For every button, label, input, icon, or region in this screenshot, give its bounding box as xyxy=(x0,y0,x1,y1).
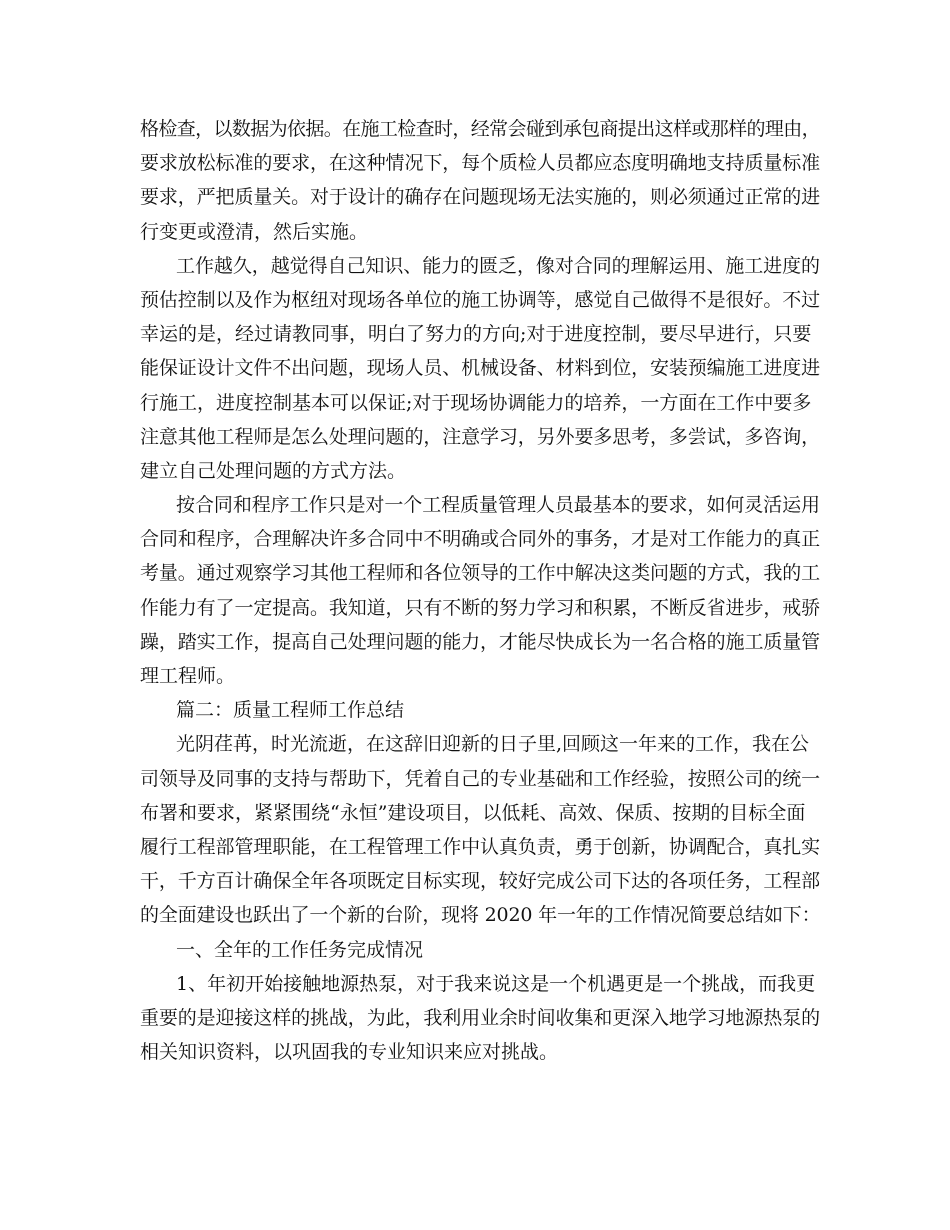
text-line: 理工程师。 xyxy=(140,665,236,687)
text-line: 履行工程部管理职能，在工程管理工作中认真负责，勇于创新，协调配合，真扎实 xyxy=(140,835,821,858)
text-line: 干，千方百计确保全年各项既定目标实现，较好完成公司下达的各项任务，工程部 xyxy=(140,870,821,893)
text-line: 合同和程序，合理解决许多合同中不明确或合同外的事务，才是对工作能力的真正 xyxy=(140,528,821,551)
text-line: 相关知识资料，以巩固我的专业知识来应对挑战。 xyxy=(140,1041,559,1064)
section-heading: 篇二：质量工程师工作总结 xyxy=(176,699,405,722)
text-line: 能保证设计文件不出问题，现场人员、机械设备、材料到位，安装预编施工进度进 xyxy=(140,357,821,380)
text-line: 幸运的是，经过请教同事，明白了努力的方向;对于进度控制，要尽早进行，只要 xyxy=(140,323,812,346)
text-line: 光阴荏苒，时光流逝，在这辞旧迎新的日子里,回顾这一年来的工作，我在公 xyxy=(176,733,810,756)
text-line: 重要的是迎接这样的挑战，为此，我利用业余时间收集和更深入地学习地源热泵的 xyxy=(140,1006,821,1029)
text-line: 预估控制以及作为枢纽对现场各单位的施工协调等，感觉自己做得不是很好。不过 xyxy=(140,288,821,311)
text-line: 按合同和程序工作只是对一个工程质量管理人员最基本的要求，如何灵活运用 xyxy=(176,494,820,517)
document-body xyxy=(140,112,820,1069)
text-line: 格检查，以数据为依据。在施工检查时，经常会碰到承包商提出这样或那样的理由， xyxy=(140,118,820,140)
text-line: 布署和要求，紧紧围绕“永恒”建设项目，以低耗、高效、保质、按期的目标全面 xyxy=(140,801,806,824)
text-line: 工作越久，越觉得自己知识、能力的匮乏，像对合同的理解运用、施工进度的 xyxy=(176,254,820,277)
text-line: 躁，踏实工作，提高自己处理问题的能力，才能尽快成长为一名合格的施工质量管 xyxy=(140,630,821,653)
text-line: 作能力有了一定提高。我知道，只有不断的努力学习和积累，不断反省进步，戒骄 xyxy=(140,596,821,619)
subsection-heading: 一、全年的工作任务完成情况 xyxy=(176,938,424,961)
text-line: 要求，严把质量关。对于设计的确存在问题现场无法实施的，则必须通过正常的进 xyxy=(140,186,821,209)
text-line: 建立自己处理问题的方式方法。 xyxy=(140,459,407,482)
text-line: 的全面建设也跃出了一个新的台阶，现将 2020 年一年的工作情况简要总结如下： xyxy=(140,904,821,927)
text-line: 司领导及同事的支持与帮助下，凭着自己的专业基础和工作经验，按照公司的统一 xyxy=(140,767,821,790)
text-line: 注意其他工程师是怎么处理问题的，注意学习，另外要多思考，多尝试，多咨询， xyxy=(140,425,821,448)
text-line: 要求放松标准的要求，在这种情况下，每个质检人员都应态度明确地支持质量标准 xyxy=(140,152,821,175)
text-line: 行施工，进度控制基本可以保证;对于现场协调能力的培养，一方面在工作中要多 xyxy=(140,391,812,414)
text-line: 1、年初开始接触地源热泵，对于我来说这是一个机遇更是一个挑战，而我更 xyxy=(176,972,816,995)
text-line: 行变更或澄清，然后实施。 xyxy=(140,220,369,243)
text-line: 考量。通过观察学习其他工程师和各位领导的工作中解决这类问题的方式，我的工 xyxy=(140,562,821,585)
